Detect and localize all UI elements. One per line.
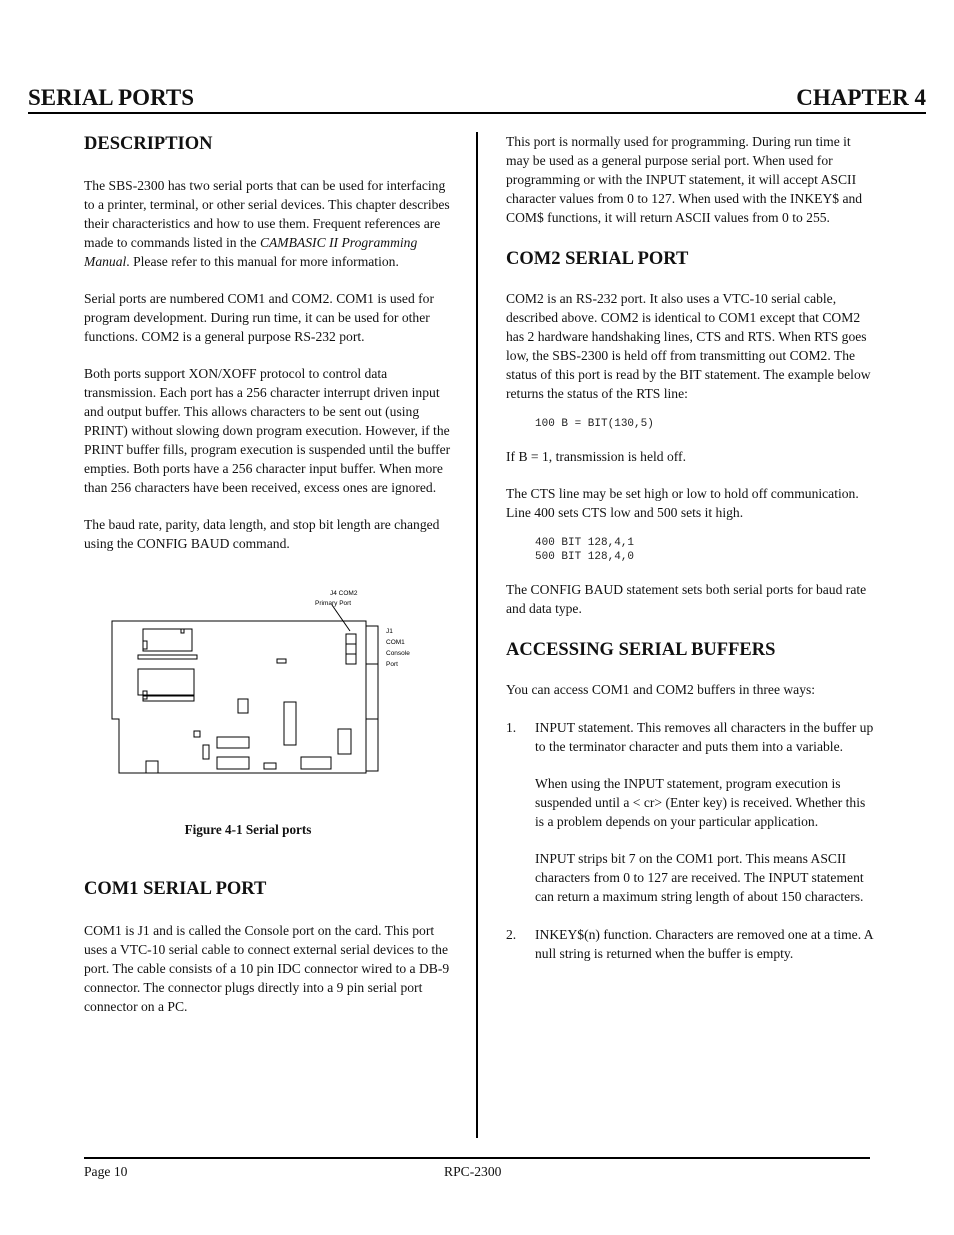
com2-paragraph-2: If B = 1, transmission is held off. — [506, 449, 686, 464]
left-column — [84, 132, 452, 1016]
description-paragraph-2: Serial ports are numbered COM1 and COM2. COM1 is used for program development. During run time, it can be used for other functions. COM2 is a general purpose RS-232 port. — [84, 291, 434, 344]
j1-label-line2: COM1 — [386, 639, 405, 646]
com1-paragraph-2: This port is normally used for programming. During run time it may be used as a general purpose serial port. When used for programming or with the INPUT statement, it will accept ASCII character values from 0 to 127. When used with the INKEY$ and COM$ functions, it will return ASCII values from 0 to 255. — [506, 134, 863, 225]
list-number: 1. — [506, 720, 517, 735]
column-divider — [476, 132, 478, 1138]
page-number: Page 10 — [84, 1164, 128, 1179]
com1-paragraph-1: COM1 is J1 and is called the Console port on the card. This port uses a VTC-10 serial cable to connect external serial devices to the port. The cable consists of a 10 pin IDC connector wired to a DB-9 connector. The connector plugs directly into a 9 pin serial port connector on a PC. — [84, 923, 450, 1014]
item-1-paragraph-3: INPUT strips bit 7 on the COM1 port. This means ASCII characters from 0 to 127 are received. The INPUT statement can return a maximum string length of about 150 characters. — [535, 851, 864, 904]
chapter-title: SERIAL PORTS — [28, 85, 194, 110]
serial-ports-figure — [84, 571, 452, 821]
com1-heading: COM1 SERIAL PORT — [84, 879, 267, 899]
code-example-2-line-1: 400 BIT 128,4,1 — [535, 537, 635, 549]
code-example-2-line-2: 500 BIT 128,4,0 — [535, 551, 635, 563]
right-column — [506, 132, 874, 963]
code-example-1: 100 B = BIT(130,5) — [535, 418, 654, 430]
j1-label-line3: Console — [386, 650, 410, 657]
com2-heading: COM2 SERIAL PORT — [506, 249, 689, 269]
j1-label-line4: Port — [386, 661, 398, 668]
description-paragraph-4: The baud rate, parity, data length, and stop bit length are changed using the CONFIG BAUD command. — [84, 517, 440, 551]
footer-rule — [84, 1157, 870, 1159]
com2-paragraph-3: The CTS line may be set high or low to hold off communication. Line 400 sets CTS low and 500 sets it high. — [506, 486, 859, 520]
accessing-buffers-heading: ACCESSING SERIAL BUFFERS — [506, 640, 776, 660]
j1-label-line1: J1 — [386, 628, 393, 635]
item-1-paragraph-1: INPUT statement. This removes all characters in the buffer up to the terminator character and puts them into a variable. — [535, 720, 874, 754]
com2-paragraph-4: The CONFIG BAUD statement sets both serial ports for baud rate and data type. — [506, 582, 867, 616]
list-item — [506, 718, 874, 906]
board-diagram — [84, 571, 452, 821]
j4-label-line2: Primary Port — [315, 600, 352, 607]
description-paragraph-3: Both ports support XON/XOFF protocol to control data transmission. Each port has a 256 character interrupt driven input and output buffer. This allows characters to be sent out (using PRINT) without slowing down program execution. However, if the PRINT buffer fills, program execution is suspended until the buffer empties. Both ports have a 256 character input buffer. When more than 256 characters have been received, excess ones are ignored. — [84, 366, 451, 495]
item-2-paragraph-1: INKEY$(n) function. Characters are removed one at a time. A null string is returned when the buffer is empty. — [535, 927, 873, 961]
header-rule — [28, 112, 926, 114]
j4-label-line1: J4 COM2 — [330, 590, 358, 597]
list-item — [506, 925, 874, 963]
accessing-buffers-intro: You can access COM1 and COM2 buffers in three ways: — [506, 682, 816, 697]
chapter-number: CHAPTER 4 — [796, 85, 926, 110]
figure-caption: Figure 4-1 Serial ports — [184, 822, 312, 837]
document-id: RPC-2300 — [444, 1164, 502, 1179]
description-paragraph-1: The SBS-2300 has two serial ports that can be used for interfacing to a printer, terminal, or other serial devices. This chapter describes their characteristics and how to use them. Frequent references are made to commands listed in the CAMBASIC II Programming Manual. Please refer to this manual for more information. — [84, 178, 450, 269]
description-heading: DESCRIPTION — [84, 134, 213, 154]
list-number: 2. — [506, 927, 517, 942]
item-1-paragraph-2: When using the INPUT statement, program execution is suspended until a < cr> (Enter key) is received. Whether this is a problem depends on your particular application. — [535, 776, 866, 829]
com2-paragraph-1: COM2 is an RS-232 port. It also uses a VTC-10 serial cable, described above. COM2 is identical to COM1 except that COM2 has 2 hardware handshaking lines, CTS and RTS. When RTS goes low, the SBS-2300 is held off from transmitting out COM2. The status of this port is read by the BIT statement. The example below returns the status of the RTS line: — [506, 291, 871, 401]
